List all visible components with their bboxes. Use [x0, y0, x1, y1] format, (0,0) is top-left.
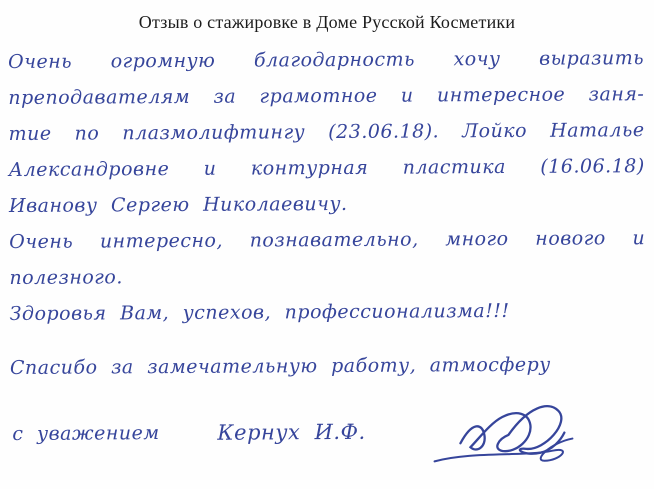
closing-salutation: с уважением	[12, 422, 160, 445]
handwritten-line-8: Здоровья Вам, успехов, профессионализма!!!	[9, 299, 510, 325]
handwritten-line-7: полезного.	[9, 266, 123, 289]
handwritten-line-9: Спасибо за замечательную работу, атмосферу	[9, 353, 551, 379]
closing-row	[10, 410, 646, 484]
document-title: Отзыв о стажировке в Доме Русской Косметики	[138, 12, 516, 32]
handwritten-line-5: Иванову Сергею Николаевичу.	[8, 192, 348, 217]
handwritten-line-1: Очень огромную благодарность хочу выразить	[8, 47, 645, 73]
handwritten-line-3: тие по плазмолифтингу (23.06.18). Лойко Наталье	[8, 119, 645, 145]
handwritten-line-6: Очень интересно, познавательно, много нового и	[9, 227, 646, 253]
handwritten-line-4: Александровне и контурная пластика (16.06.18)	[8, 155, 645, 181]
signature-flourish-icon	[432, 398, 646, 471]
handwritten-line-2: преподавателям за грамотное и интересное заня-	[8, 83, 645, 109]
handwritten-body	[8, 40, 647, 484]
signer-name: Кернух И.Ф.	[217, 419, 366, 445]
